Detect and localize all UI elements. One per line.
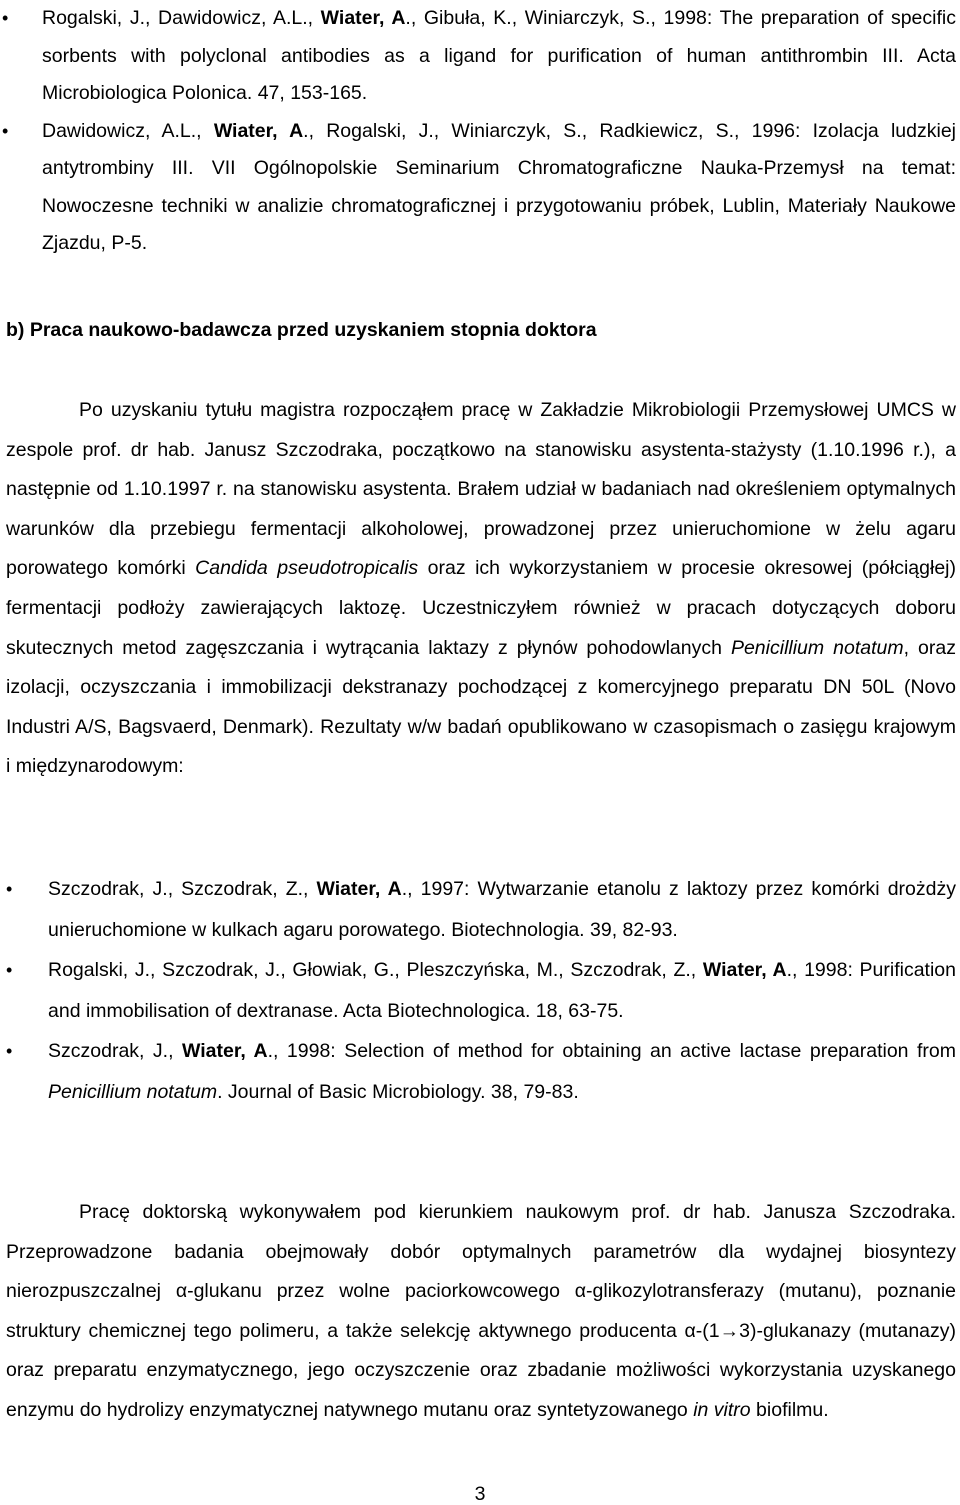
italic-term: in vitro <box>693 1398 751 1421</box>
highlighted-author: Wiater, A <box>316 878 402 900</box>
reference-authors: Rogalski, J., Dawidowicz, A.L., <box>42 7 321 29</box>
reference-details: ., 1998: Selection of method for obtaining an active lactase preparation from <box>267 1040 956 1062</box>
highlighted-author: Wiater, A <box>182 1040 268 1062</box>
list-item <box>0 950 960 1031</box>
reference-authors: Szczodrak, J., <box>48 1040 182 1062</box>
reference-authors: Dawidowicz, A.L., <box>42 119 214 142</box>
highlighted-author: Wiater, A <box>320 7 406 29</box>
page-number: 3 <box>474 1483 486 1505</box>
section-heading: b) Praca naukowo-badawcza przed uzyskaniem stopnia doktora <box>6 319 597 341</box>
publication-list <box>0 869 960 1112</box>
reference-details: ., 1997: Wytwarzanie etanolu z laktozy przez komórki drożdży unieruchomione w kulkach agaru porowatego. Biotechnologia. 39, 82-93. <box>48 878 956 941</box>
text-run: , oraz izolacji, oczyszczania i immobilizacji dekstranazy pochodzącej z komercyjnego preparatu DN 50L (Novo Industri A/S, Bagsvaerd, Denmark). Rezultaty w/w badań opublikowano w czasopismach o zasięgu krajowym i międzynarodowym: <box>6 636 956 778</box>
reference-details: ., 1998: Purification and immobilisation of dextranase. Acta Biotechnologica. 18, 63-75. <box>48 959 956 1022</box>
reference-list-top <box>0 0 960 263</box>
italic-title: Penicillium notatum <box>48 1080 218 1103</box>
list-item <box>0 113 960 263</box>
text-run: Po uzyskaniu tytułu magistra rozpocząłem pracę w Zakładzie Mikrobiologii Przemysłowej UMCS w zespole prof. dr hab. Janusz Szczodraka, początkowo na stanowisku asystenta-stażysty (1.10.1996 r.), a następnie od 1.10.1997 r. na stanowisku asystenta. Brałem udział w badaniach nad określeniem optymalnych warunków dla przebiegu fermentacji alkoholowej, prowadzonej przez unieruchomione w żelu agaru porowatego komórki <box>6 399 956 580</box>
highlighted-author: Wiater, A <box>213 119 304 142</box>
body-paragraph <box>6 1193 956 1431</box>
text-run: biofilmu. <box>750 1398 829 1421</box>
italic-species-name: Penicillium notatum <box>730 636 904 659</box>
reference-authors: Rogalski, J., Szczodrak, J., Głowiak, G., Pleszczyńska, M., Szczodrak, Z., <box>48 959 703 981</box>
text-run: oraz ich wykorzystaniem w procesie okresowej (półciągłej) fermentacji podłoży zawierających laktozę. Uczestniczyłem również w pracach dotyczących doboru skutecznych metod zagęszczania i wytrącania laktazy z płynów pohodowlanych <box>6 557 956 659</box>
list-item <box>0 869 960 950</box>
italic-species-name: Candida pseudotropicalis <box>195 557 419 580</box>
reference-details: ., Rogalski, J., Winiarczyk, S., Radkiewicz, S., 1996: Izolacja ludzkiej antytrombiny III. VII Ogólnopolskie Seminarium Chromatograficzne Nauka-Przemysł na temat: Nowoczesne techniki w analizie chromatograficznej i przygotowaniu próbek, Lublin, Materiały Naukowe Zjazdu, P-5. <box>42 119 956 254</box>
reference-details: . Journal of Basic Microbiology. 38, 79-83. <box>217 1080 579 1103</box>
list-item <box>0 1031 960 1112</box>
reference-details: ., Gibuła, K., Winiarczyk, S., 1998: The preparation of specific sorbents with polyclonal antibodies as a ligand for purification of human antithrombin III. Acta Microbiologica Polonica. 47, 153-165. <box>42 7 956 104</box>
body-paragraph <box>6 391 956 787</box>
highlighted-author: Wiater, A <box>702 959 787 981</box>
text-run: Pracę doktorską wykonywałem pod kierunkiem naukowym prof. dr hab. Janusza Szczodraka. Przeprowadzone badania obejmowały dobór optymalnych parametrów dla wydajnej biosyntezy nierozpuszczalnej α-glukanu przez wolne paciorkowcowego α-glikozylotransferazy (mutanu), poznanie struktury chemicznej tego polimeru, a także selekcję aktywnego producenta α-(1→3)-glukanazy (mutanazy) oraz preparatu enzymatycznego, jego oczyszczenie oraz zbadanie możliwości wykorzystania uzyskanego enzymu do hydrolizy enzymatycznej natywnego mutanu oraz syntetyzowanego <box>6 1201 956 1421</box>
reference-authors: Szczodrak, J., Szczodrak, Z., <box>48 878 317 900</box>
list-item <box>0 0 960 113</box>
